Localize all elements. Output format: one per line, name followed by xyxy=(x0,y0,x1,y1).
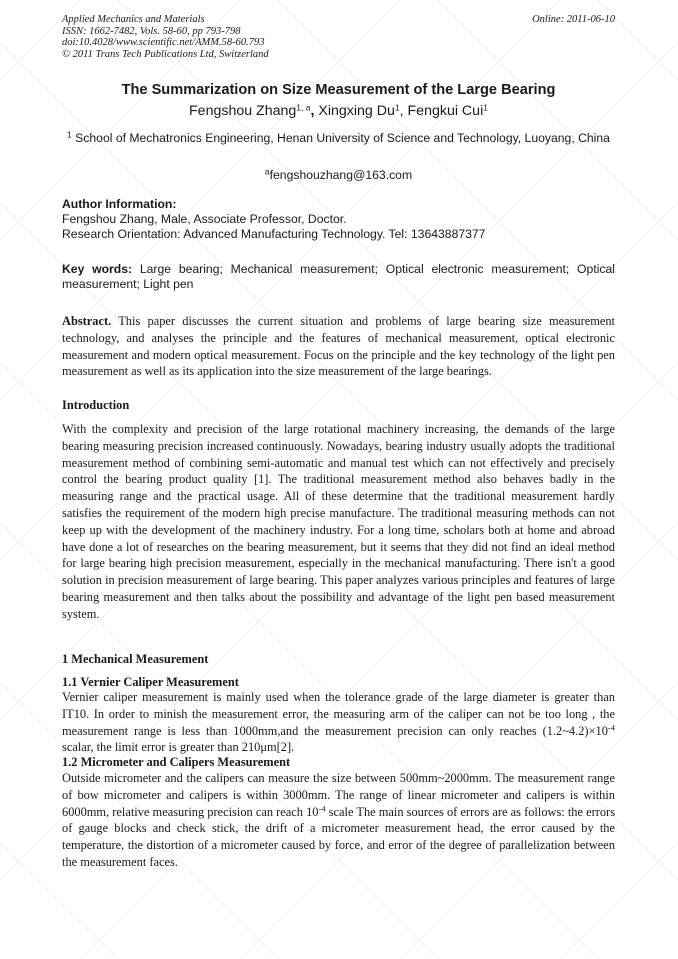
doi-line: doi:10.4028/www.scientific.net/AMM.58-60.793 xyxy=(62,37,265,48)
author-name: Xingxing Du xyxy=(318,103,395,119)
author-info-heading: Author Information: xyxy=(62,197,177,211)
paragraph-text: scale The main sources of errors are as follows: the errors of gauge blocks and check stick, the drift of a micrometer measurement head, the error caused by the temperature, the distortion of a micrometer caused by force, and error of the degree of parallelization between the measurement faces. xyxy=(62,804,616,869)
author-list xyxy=(62,103,615,119)
paragraph-text: Outside micrometer and the calipers can measure the size between 500mm~2000mm. The measurement range of bow micrometer and calipers is within 3000mm. The range of linear micrometer and calipers is within 6000mm, relative measuring precision can reach 10 xyxy=(62,771,615,819)
abstract-label: Abstract. xyxy=(62,314,112,328)
affiliation-superscript: 1 xyxy=(67,129,72,140)
keywords-label: Key words: xyxy=(62,262,133,276)
subsection-text xyxy=(62,770,615,871)
paragraph-text: Vernier caliper measurement is mainly used when the tolerance grade of the large diameter is greater than IT10. In order to minish the measurement error, the measuring arm of the caliper can not be too long , the measurement range is less than 1000mm,and the measurement precision can only reaches (1.2~4.2)×10 xyxy=(62,690,615,738)
affiliation xyxy=(62,131,615,146)
subsection-text xyxy=(62,689,615,756)
introduction-heading: Introduction xyxy=(62,398,130,412)
author-superscript: 1, a xyxy=(296,102,311,113)
author-separator: , xyxy=(399,103,408,119)
author-superscript: 1 xyxy=(394,102,400,113)
section-heading: 1 Mechanical Measurement xyxy=(62,652,209,666)
abstract xyxy=(62,313,615,380)
journal-name: Applied Mechanics and Materials xyxy=(62,14,205,25)
research-orientation-line: Research Orientation: Advanced Manufacturing Technology. Tel: 13643887377 xyxy=(62,227,486,241)
online-date: Online: 2011-06-10 xyxy=(532,14,615,25)
keywords-text: Large bearing; Mechanical measurement; Optical electronic measurement; Optical measurement; Light pen xyxy=(62,262,615,291)
paper-title: The Summarization on Size Measurement of the Large Bearing xyxy=(121,82,556,98)
email-superscript: a xyxy=(264,166,270,177)
keywords xyxy=(62,262,615,292)
copyright-line: © 2011 Trans Tech Publications Ltd, Switzerland xyxy=(62,48,269,60)
subsection-heading: 1.1 Vernier Caliper Measurement xyxy=(62,675,239,689)
issn-line: ISSN: 1662-7482, Vols. 58-60, pp 793-798 xyxy=(62,25,241,37)
abstract-text: This paper discusses the current situation and problems of large bearing size measurement technology, and analyses the principle and the features of mechanical measurement, optical electronic measurement and modern optical measurement. Focus on the principle and the key technology of the light pen measurement as well as its application into the size measurement of the large bearings. xyxy=(62,314,615,379)
journal-header xyxy=(62,14,615,60)
introduction-text: With the complexity and precision of the large rotational machinery increasing, the demands of the large bearing measuring precision increased continuously. Nowadays, bearing industry usually adopts the traditional measurement method of combining semi-automatic and manual test which can not effectively and precisely control the bearing product quality [1]. The traditional measurement method also behaves badly in the measuring range and the practical usage. All of these determine that the traditional measurement hardly satisfies the requirement of the modern high precise manufacture. The traditional measuring methods can not keep up with the development of the machinery industry. For a long time, scholars both at home and abroad have done a lot of researches on the bearing measurement, but it seems that they did not find an ideal method for large bearing high precision measurement, especially in the mechanical manufacturing. There isn't a good solution in precision measurement of large bearing. This paper analyzes various principles and features of large bearing measurement and then talks about the possibility and advantage of the light pen based measurement system. xyxy=(62,422,615,621)
author-superscript: 1 xyxy=(483,102,488,113)
author-name: Fengshou Zhang xyxy=(189,103,297,119)
author-information xyxy=(62,197,615,242)
author-name: Fengkui Cui xyxy=(407,103,484,119)
email-address[interactable]: fengshouzhang@163.com xyxy=(269,168,413,182)
subsection-heading: 1.2 Micrometer and Calipers Measurement xyxy=(62,755,291,769)
author-info-line: Fengshou Zhang, Male, Associate Professor, Doctor. xyxy=(62,212,347,226)
author-separator: , xyxy=(310,103,319,119)
exponent: -4 xyxy=(318,802,326,813)
exponent: -4 xyxy=(607,721,615,732)
affiliation-text: School of Mechatronics Engineering, Henan University of Science and Technology, Luoyang, China xyxy=(75,131,610,145)
author-email xyxy=(62,168,615,182)
paragraph-text: scalar, the limit error is greater than 210μm[2]. xyxy=(62,740,295,755)
